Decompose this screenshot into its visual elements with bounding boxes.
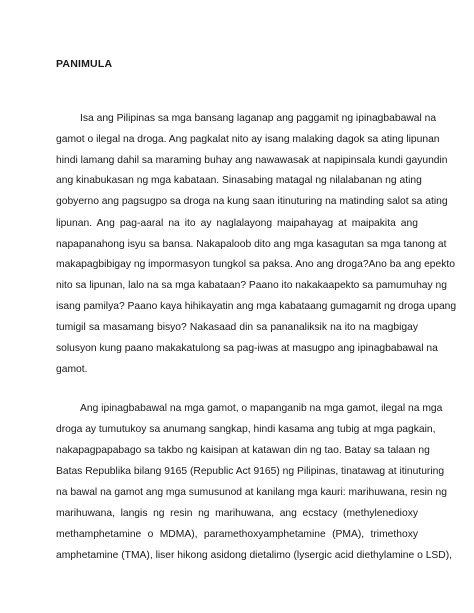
- paragraph-line: droga ay tumutukoy sa anumang sangkap, hindi kasama ang tubig at mga pagkain,: [56, 424, 436, 435]
- paragraph-line: lipunan. Ang pag-aaral na ito ay naglalayong maipahayag at maipakita ang: [56, 218, 418, 229]
- paragraph-line: gobyerno ang pagsugpo sa droga na kung saan itinuturing na matinding salot sa ating: [56, 196, 448, 207]
- paragraph-line: Batas Republika bilang 9165 (Republic Act 9165) ng Pilipinas, tinatawag at itinuturing: [56, 466, 445, 477]
- paragraph-line: hindi lamang dahil sa maraming buhay ang nawawasak at napipinsala kundi gayundin: [56, 155, 448, 166]
- paragraph-line: nakapagpapabago sa takbo ng kaisipan at katawan din ng tao. Batay sa talaan ng: [56, 445, 430, 456]
- paragraph-line: amphetamine (TMA), liser hikong asidong dietalimo (lysergic acid diethylamine o LSD),: [56, 550, 453, 561]
- paragraph-line: methamphetamine o MDMA), paramethoxyamphetamine (PMA), trimethoxy: [56, 529, 418, 540]
- paragraph-line: nito sa lipunan, lalo na sa mga kabataan? Paano ito nakakaapekto sa pamumuhay ng: [56, 280, 447, 291]
- paragraph-line: ang kinabukasan ng mga kabataan. Sinasabing matagal ng nilalabanan ng ating: [56, 175, 422, 186]
- document-heading: PANIMULA: [56, 58, 113, 70]
- paragraph-line: makapagbibigay ng impormasyon tungkol sa paksa. Ano ang droga?Ano ba ang epekto: [56, 259, 455, 270]
- paragraph-line: tumigil sa masamang bisyo? Nakasaad din sa pananaliksik na ito na magbigay: [56, 322, 418, 333]
- paragraph-line: Ang ipinagbabawal na mga gamot, o mapanganib na mga gamot, ilegal na mga: [80, 403, 443, 414]
- paragraph-line: isang pamilya? Paano kaya hihikayatin ang mga kabataang gumagamit ng droga upang: [56, 301, 457, 312]
- paragraph-line: napapanahong isyu sa bansa. Nakapaloob dito ang mga kasagutan sa mga tanong at: [56, 239, 447, 250]
- paragraph-line: gamot.: [56, 364, 88, 375]
- paragraph-line: solusyon kung paano makakatulong sa pag-iwas at masugpo ang ipinagbabawal na: [56, 343, 438, 354]
- paragraph-line: na bawal na gamot ang mga sumusunod at kanilang mga kauri: marihuwana, resin ng: [56, 487, 447, 498]
- paragraph-line: gamot o ilegal na droga. Ang pagkalat nito ay isang malaking dagok sa ating lipunan: [56, 134, 440, 145]
- paragraph-line: Isa ang Pilipinas sa mga bansang laganap ang paggamit ng ipinagbabawal na: [80, 113, 437, 124]
- paragraph-line: marihuwana, langis ng resin ng marihuwana, ang ecstacy (methylenedioxy: [56, 508, 418, 519]
